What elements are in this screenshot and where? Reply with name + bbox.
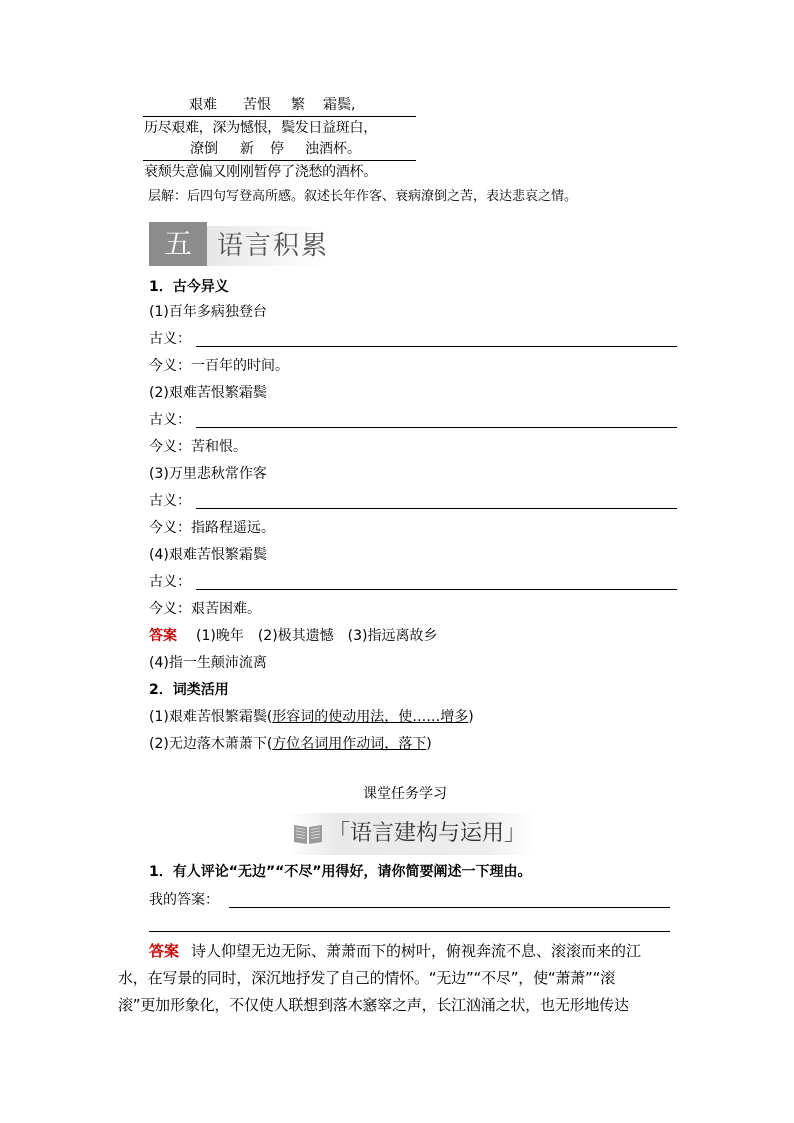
item1-phrase: (1)百年多病独登台 [149, 304, 267, 320]
item2-phrase: (2)艰难苦恨繁霜鬓 [149, 385, 267, 401]
translation-word-6: 新 [240, 141, 254, 157]
part2-item1-phrase: (1)艰难苦恨繁霜鬓( [149, 709, 273, 725]
translation-divider-2 [143, 160, 416, 161]
item3-gu-blank[interactable] [196, 508, 677, 509]
translation-word-2: 苦恨 [243, 97, 271, 113]
translation-word-8: 浊酒杯。 [305, 141, 361, 157]
item3-phrase: (3)万里悲秋常作客 [149, 466, 267, 482]
part1-answer-line2: (4)指一生颠沛流离 [149, 655, 267, 671]
classroom-answer-line3: 滚”更加形象化，不仅使人联想到落木窸窣之声，长江汹涌之状，也无形地传达 [118, 996, 629, 1014]
classroom-answer-text-1: 诗人仰望无边无际、萧萧而下的树叶，俯视奔流不息、滚滚而来的江 [191, 942, 642, 960]
book-icon [292, 822, 324, 846]
section-title: 语言积累 [217, 231, 330, 261]
part2-item2-close: ) [426, 736, 432, 752]
item4-jin: 今义：艰苦困难。 [149, 601, 261, 617]
part1-answer-label: 答案 [149, 628, 177, 644]
banner-title: 「语言建构与运用」 [328, 821, 527, 846]
part1-answer-line1: (1)晚年 (2)极其遗憾 (3)指远离故乡 [196, 628, 438, 644]
translation-word-3: 繁 [291, 97, 305, 113]
analysis-text: 层解：后四句写登高所感。叙述长年作客、衰病潦倒之苦，表达悲哀之情。 [148, 189, 578, 204]
translation-word-7: 停 [270, 141, 284, 157]
item4-phrase: (4)艰难苦恨繁霜鬓 [149, 547, 267, 563]
language-construction-banner [288, 813, 534, 855]
classroom-title: 课堂任务学习 [363, 786, 447, 802]
part2-item1 [149, 707, 474, 727]
section-five-header [149, 222, 329, 268]
section-number-badge: 五 [149, 222, 207, 266]
classroom-answer-label: 答案 [149, 942, 180, 960]
my-answer-label: 我的答案： [149, 892, 219, 908]
item3-gu-label: 古义： [149, 493, 191, 509]
item3-jin: 今义：指路程遥远。 [149, 520, 275, 536]
part2-item1-explanation: 形容词的使动用法，使……增多 [272, 709, 469, 725]
translation-word-5: 潦倒 [190, 141, 218, 157]
classroom-answer-line1 [149, 939, 641, 963]
classroom-answer-line2: 水，在写景的同时，深沉地抒发了自己的情怀。“无边”“不尽”，使“萧萧”“滚 [118, 969, 616, 987]
item1-jin: 今义：一百年的时间。 [149, 358, 289, 374]
item2-gu-blank[interactable] [196, 427, 677, 428]
part1-heading: 1．古今异义 [149, 279, 229, 295]
part2-item2 [149, 734, 432, 754]
question-1: 1．有人评论“无边”“不尽”用得好，请你简要阐述一下理由。 [149, 864, 532, 880]
item1-gu-label: 古义： [149, 331, 191, 347]
translation-text-2: 衰颓失意偏又刚刚暂停了浇愁的酒杯。 [144, 164, 377, 180]
item4-gu-blank[interactable] [196, 589, 677, 590]
translation-text-1: 历尽艰难，深为憾恨，鬓发日益斑白， [144, 120, 377, 136]
my-answer-blank-1[interactable] [229, 907, 670, 908]
translation-word-1: 艰难 [189, 97, 217, 113]
part2-item2-phrase: (2)无边落木萧萧下( [149, 736, 273, 752]
item2-jin: 今义：苦和恨。 [149, 439, 247, 455]
part2-heading: 2．词类活用 [149, 682, 229, 698]
translation-word-4: 霜鬓, [323, 97, 356, 113]
translation-divider-1 [143, 116, 416, 117]
item4-gu-label: 古义： [149, 574, 191, 590]
item2-gu-label: 古义： [149, 412, 191, 428]
part2-item2-explanation: 方位名词用作动词，落下 [272, 736, 427, 752]
part2-item1-close: ) [468, 709, 474, 725]
item1-gu-blank[interactable] [196, 346, 677, 347]
my-answer-blank-2[interactable] [149, 931, 670, 932]
